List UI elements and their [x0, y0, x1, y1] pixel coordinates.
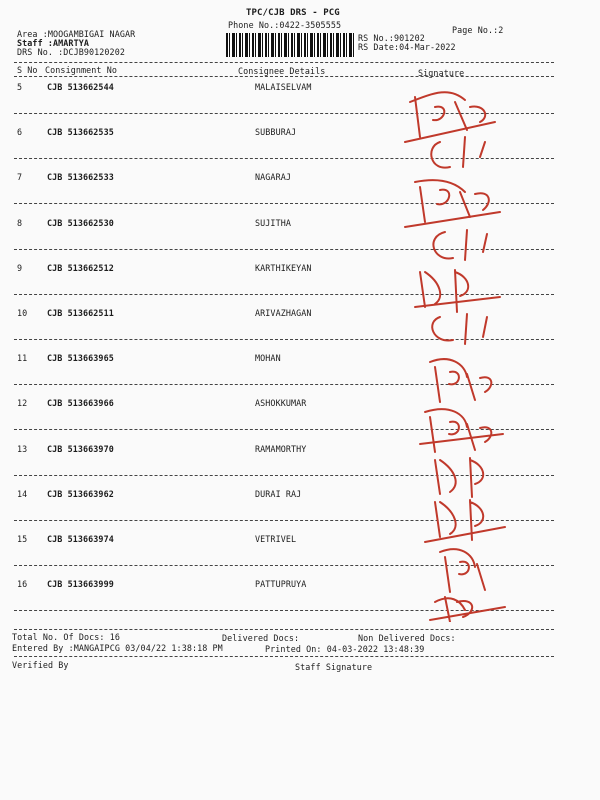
- consignee-name: VETRIVEL: [255, 534, 297, 544]
- verified-by: Verified By: [12, 660, 69, 670]
- consignment-number: CJB 513662544: [47, 82, 114, 92]
- consignment-number: CJB 513662535: [47, 127, 114, 138]
- consignee-name: SUJITHA: [255, 217, 291, 228]
- handwritten-signatures: [395, 82, 515, 622]
- serial-number: 14: [17, 488, 28, 499]
- consignment-number: CJB 513663962: [47, 488, 114, 499]
- consignment-number: CJB 513662511: [47, 308, 114, 318]
- serial-number: 15: [17, 534, 28, 544]
- consignment-number: CJB 513663965: [47, 353, 114, 364]
- col-signature: Signature: [418, 68, 465, 78]
- consignment-number: CJB 513663974: [47, 534, 114, 544]
- consignment-number: CJB 513662512: [47, 262, 114, 273]
- column-divider: [14, 76, 554, 77]
- consignee-name: RAMAMORTHY: [255, 443, 307, 454]
- col-consignment: Consignment No: [45, 65, 117, 75]
- barcode: [226, 33, 356, 57]
- consignee-name: KARTHIKEYAN: [255, 262, 312, 273]
- serial-number: 16: [17, 579, 28, 590]
- consignee-name: DURAI RAJ: [255, 488, 302, 499]
- consignment-number: CJB 513662533: [47, 172, 114, 183]
- col-consignee: Consignee Details: [238, 66, 326, 76]
- col-sno: S No: [17, 65, 38, 75]
- phone-number: Phone No.:0422-3505555: [228, 20, 342, 30]
- document-title: TPC/CJB DRS - PCG: [246, 8, 340, 18]
- consignment-number: CJB 513663970: [47, 443, 114, 454]
- page-number: Page No.:2: [452, 25, 504, 35]
- staff-signature: Staff Signature: [295, 662, 373, 672]
- printed-on: Printed On: 04-03-2022 13:48:39: [265, 644, 425, 654]
- total-docs: Total No. Of Docs: 16: [12, 632, 120, 642]
- delivered-docs: Delivered Docs:: [222, 633, 300, 643]
- serial-number: 5: [17, 82, 23, 92]
- area-label: Area :MOOGAMBIGAI NAGAR: [17, 29, 136, 39]
- footer-divider: [14, 629, 554, 630]
- rs-number: RS No.:901202: [358, 33, 425, 43]
- rs-date: RS Date:04-Mar-2022: [358, 42, 456, 52]
- entered-by: Entered By :MANGAIPCG 03/04/22 1:38:18 PM: [12, 643, 223, 653]
- serial-number: 6: [17, 127, 23, 138]
- staff-label: Staff :AMARTYA: [17, 38, 89, 48]
- drs-number: DRS No. :DCJB90120202: [17, 47, 125, 57]
- serial-number: 7: [17, 172, 23, 183]
- serial-number: 12: [17, 398, 28, 409]
- consignee-name: MOHAN: [255, 353, 281, 364]
- serial-number: 9: [17, 262, 23, 273]
- consignee-name: ARIVAZHAGAN: [255, 308, 312, 318]
- serial-number: 10: [17, 308, 28, 318]
- serial-number: 11: [17, 353, 28, 364]
- footer-divider-2: [14, 656, 554, 657]
- non-delivered-docs: Non Delivered Docs:: [358, 633, 456, 643]
- consignment-number: CJB 513663999: [47, 579, 114, 590]
- serial-number: 8: [17, 217, 23, 228]
- consignment-number: CJB 513663966: [47, 398, 114, 409]
- consignee-name: PATTUPRUYA: [255, 579, 307, 590]
- consignee-name: MALAISELVAM: [255, 82, 312, 92]
- consignee-name: ASHOKKUMAR: [255, 398, 307, 409]
- header-divider: [14, 62, 554, 63]
- consignment-number: CJB 513662530: [47, 217, 114, 228]
- consignee-name: SUBBURAJ: [255, 127, 297, 138]
- consignee-name: NAGARAJ: [255, 172, 291, 183]
- serial-number: 13: [17, 443, 28, 454]
